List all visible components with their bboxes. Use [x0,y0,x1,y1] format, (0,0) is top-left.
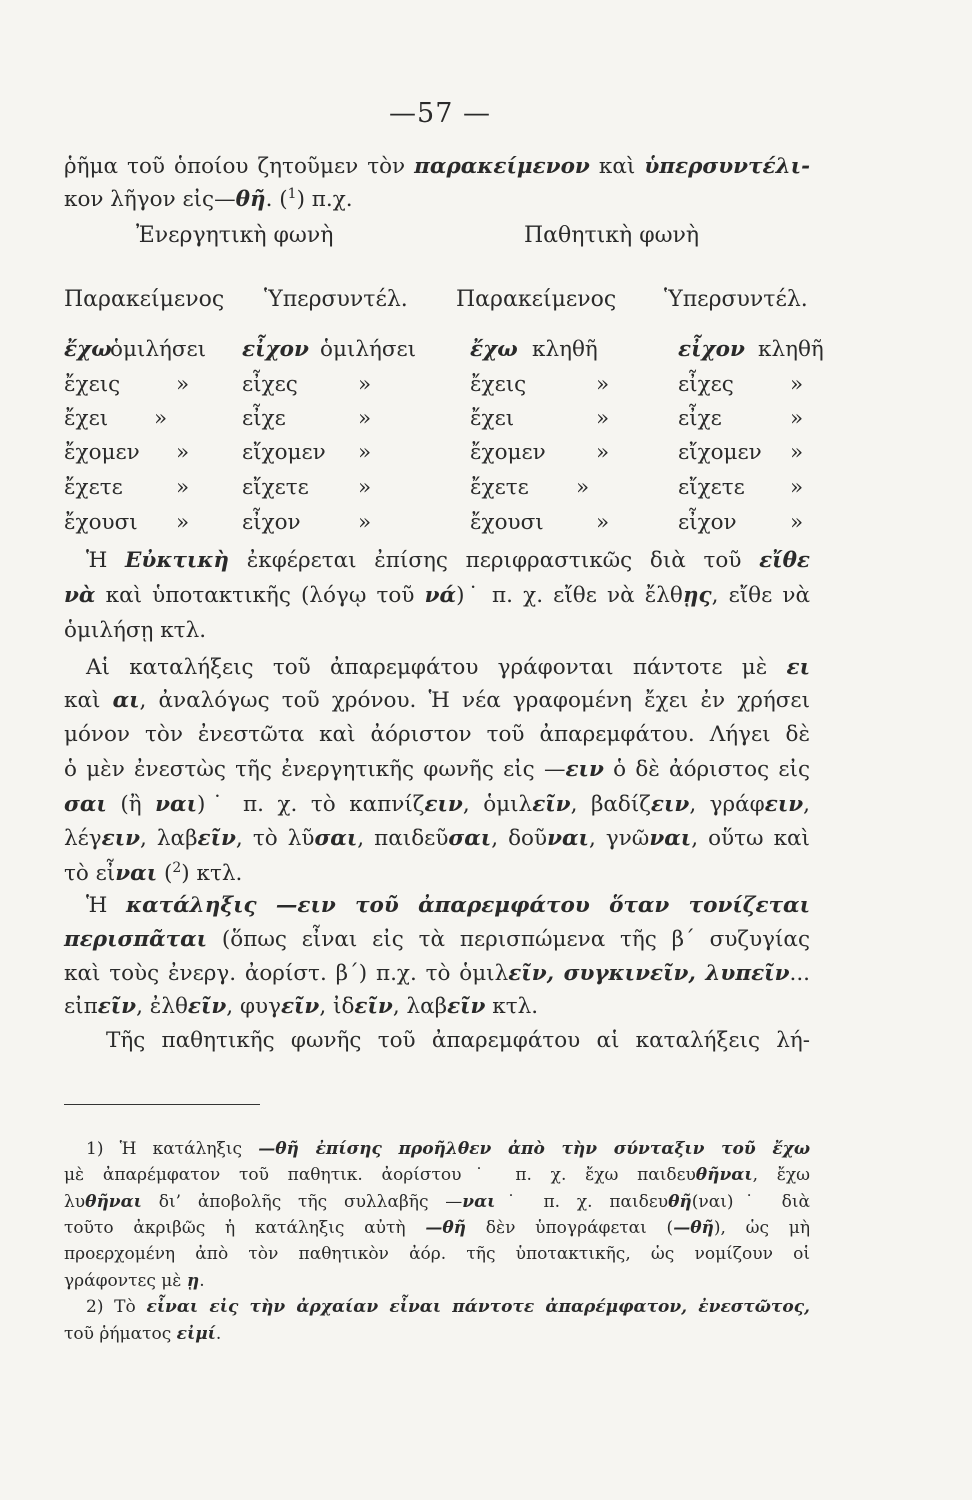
circumflex-line-1: Ἡ κατάληξις —ειν τοῦ ἀπαρεμφάτου ὅταν τονίζεται [86,893,810,918]
footnote-1-line-6: γράφοντες μὲ ῃ. [64,1271,205,1291]
header-pluperfect-active: Ὑπερσυντέλ. [264,287,408,312]
circumflex-line-4: εἰπεῖν, ἐλθεῖν, φυγεῖν, ἰδεῖν, λαβεῖν κτλ. [64,994,539,1019]
infinitive-line-1: Αἱ καταλήξεις τοῦ ἀπαρεμφάτου γράφονται πάντοτε μὲ ει [86,655,810,680]
optative-line-2: νὰ καὶ ὑποτακτικῆς (λόγῳ τοῦ νά)˙ π. χ. εἴθε νὰ ἔλθῃς, εἴθε νὰ [64,583,810,608]
footnote-1-line-1: 1) Ἡ κατάληξις —θῆ ἐπίσης προῆλθεν ἀπὸ τὴν σύνταξιν τοῦ ἔχω [86,1139,811,1159]
conjugation-row: ἔχουσι » εἶχον » ἔχουσι » εἶχον » [64,510,804,535]
infinitive-line-6: λέγειν, λαβεῖν, τὸ λῦσαι, παιδεῦσαι, δοῦναι, γνῶναι, οὕτω καὶ [64,826,810,851]
footnote-2-line-2: τοῦ ῥήματος εἰμί. [64,1324,222,1344]
infinitive-line-7: τὸ εἶναι ($^2$) κτλ. [64,860,243,887]
conjugation-row: ἔχω ὁμιλήσει εἶχον ὁμιλήσει ἔχω κληθῆ εἶχον κληθῆ [64,337,824,362]
intro-line-2: κον λῆγον εἰς—θῆ. ($^1$) π.χ. [64,186,353,213]
conjugation-row: ἔχετε » εἴχετε » ἔχετε » εἴχετε » [64,475,804,500]
footnote-1-line-2: μὲ ἀπαρέμφατον τοῦ παθητικ. ἀορίστου˙ π. χ. ἔχω παιδευθῆναι, ἔχω [64,1165,811,1185]
header-passive-voice: Παθητικὴ φωνὴ [524,223,700,248]
footnote-1-line-5: προερχομένη ἀπὸ τὸν παθητικὸν ἀόρ. τῆς ὑποτακτικῆς, ὡς νομίζουν οἱ [64,1244,810,1264]
passive-infinitive-line-1: Τῆς παθητικῆς φωνῆς τοῦ ἀπαρεμφάτου αἱ καταλήξεις λή- [106,1028,810,1053]
footnote-1-line-4: τοῦτο ἀκριβῶς ἡ κατάληξις αὐτὴ —θῆ δὲν ὑπογράφεται (—θῆ), ὡς μὴ [64,1218,810,1238]
header-active-voice: Ἐνεργητικὴ φωνὴ [136,223,334,248]
page-number: —57 — [389,98,491,129]
infinitive-line-4: ὁ μὲν ἐνεστὼς τῆς ἐνεργητικῆς φωνῆς εἰς —ειν ὁ δὲ ἀόριστος εἰς [64,757,810,782]
infinitive-line-2: καὶ αι, ἀναλόγως τοῦ χρόνου. Ἡ νέα γραφομένη ἔχει ἐν χρήσει [64,688,810,713]
infinitive-line-3: μόνον τὸν ἐνεστῶτα καὶ ἀόριστον τοῦ ἀπαρεμφάτου. Λήγει δὲ [64,722,810,747]
intro-line-1: ῥῆμα τοῦ ὁποίου ζητοῦμεν τὸν παρακείμενον καὶ ὑπερσυντέλι- [64,154,810,179]
conjugation-row: ἔχεις » εἶχες » ἔχεις » εἶχες » [64,372,804,397]
footnote-divider [64,1104,260,1105]
footnote-1-line-3: λυθῆναι δι’ ἀποβολῆς τῆς συλλαβῆς —ναι˙ π. χ. παιδευθῆ(ναι)˙ διὰ [64,1192,810,1212]
header-perfect-passive: Παρακείμενος [456,287,617,312]
circumflex-line-2: περισπᾶται (ὅπως εἶναι εἰς τὰ περισπώμενα τῆς β΄ συζυγίας [64,927,810,952]
header-perfect-active: Παρακείμενος [64,287,225,312]
footnote-2-line-1: 2) Τὸ εἶναι εἰς τὴν ἀρχαίαν εἶναι πάντοτε ἀπαρέμφατον, ἐνεστῶτος, [86,1297,810,1317]
header-pluperfect-passive: Ὑπερσυντέλ. [664,287,808,312]
circumflex-line-3: καὶ τοὺς ἐνεργ. ἀορίστ. β΄) π.χ. τὸ ὁμιλεῖν, συγκινεῖν, λυπεῖν... [64,961,811,986]
infinitive-line-5: σαι (ἢ ναι)˙ π. χ. τὸ καπνίζειν, ὁμιλεῖν, βαδίζειν, γράφειν, [64,792,810,817]
optative-line-3: ὁμιλήσῃ κτλ. [64,618,207,643]
optative-line-1: Ἡ Εὐκτικὴ ἐκφέρεται ἐπίσης περιφραστικῶς διὰ τοῦ εἴθε [86,548,810,573]
conjugation-row: ἔχομεν » εἴχομεν » ἔχομεν » εἴχομεν » [64,440,804,465]
conjugation-row: ἔχει » εἶχε » ἔχει » εἶχε » [64,406,804,431]
